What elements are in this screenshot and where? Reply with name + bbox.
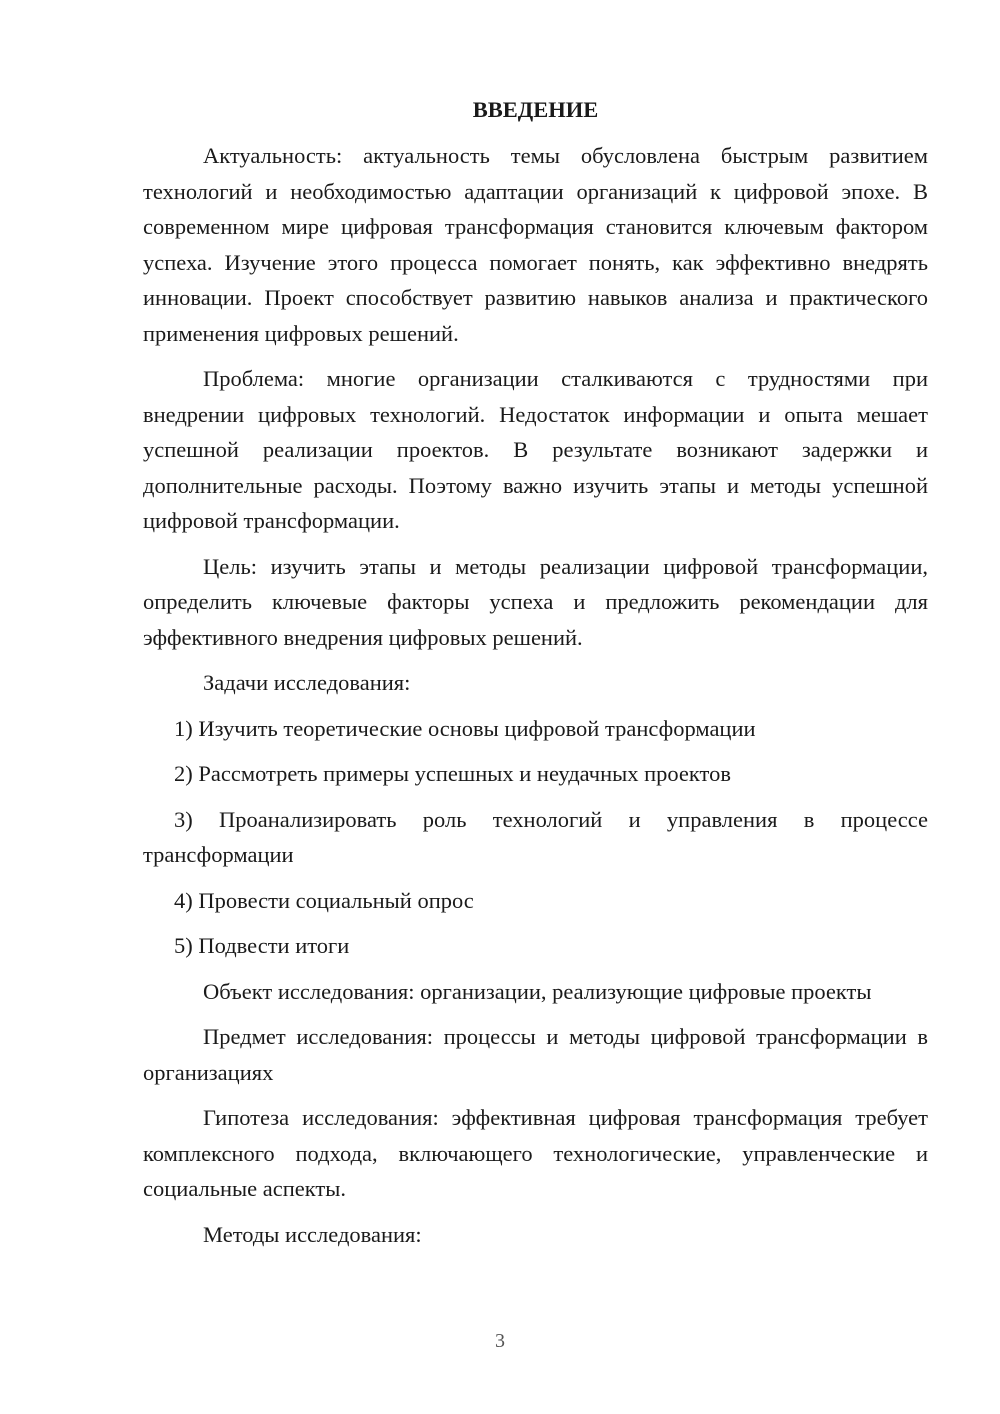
paragraph-relevance: Актуальность: актуальность темы обусловлена быстрым развитием технологий и необходимостью адаптации организаций к цифровой эпохе. В современном мире цифровая трансформация становится ключевым фактором успеха. Изучение этого процесса помогает понять, как эффективно внедрять инновации. Проект способствует развитию навыков анализа и практического применения цифровых решений.	[143, 143, 928, 346]
paragraph-hypothesis: Гипотеза исследования: эффективная цифровая трансформация требует комплексного подхода, включающего технологические, управленческие и социальные аспекты.	[143, 1105, 928, 1201]
list-item: 2) Рассмотреть примеры успешных и неудачных проектов	[174, 761, 731, 786]
paragraph-object: Объект исследования: организации, реализующие цифровые проекты	[203, 978, 872, 1004]
document-page	[143, 92, 928, 1262]
tasks-heading: Задачи исследования:	[203, 670, 411, 695]
paragraph-subject: Предмет исследования: процессы и методы цифровой трансформации в организациях	[143, 1024, 928, 1085]
list-item: 5) Подвести итоги	[174, 933, 350, 958]
list-item: 1) Изучить теоретические основы цифровой трансформации	[174, 715, 756, 741]
list-item: 3) Проанализировать роль технологий и управления в процессе трансформации	[143, 806, 928, 867]
page-title: ВВЕДЕНИЕ	[472, 97, 599, 122]
list-item: 4) Провести социальный опрос	[174, 887, 474, 913]
paragraph-goal: Цель: изучить этапы и методы реализации цифровой трансформации, определить ключевые факторы успеха и предложить рекомендации для эффективного внедрения цифровых решений.	[143, 553, 928, 650]
tasks-list	[143, 711, 928, 964]
page-number: 3	[495, 1330, 505, 1352]
paragraph-problem: Проблема: многие организации сталкиваются с трудностями при внедрении цифровых технологий. Недостаток информации и опыта мешает успешной реализации проектов. В результате возникают задержки и дополнительные расходы. Поэтому важно изучить этапы и методы успешной цифровой трансформации.	[143, 366, 928, 533]
methods-heading: Методы исследования:	[203, 1221, 422, 1247]
